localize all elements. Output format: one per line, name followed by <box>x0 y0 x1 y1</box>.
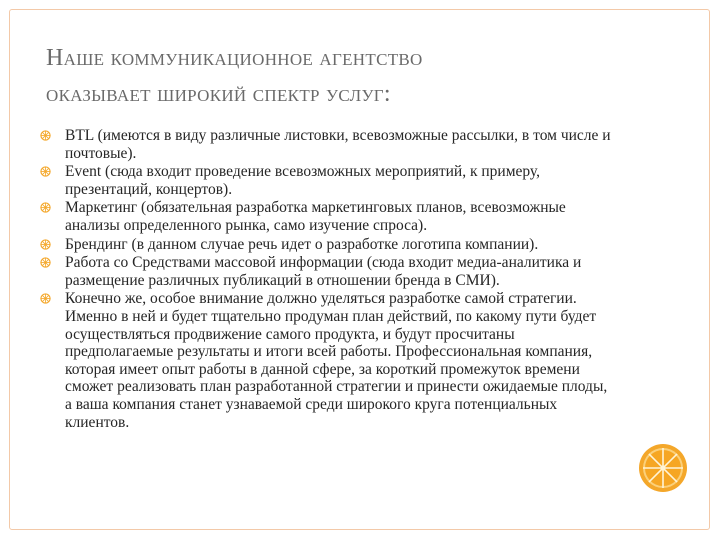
bullet-item <box>40 236 615 254</box>
bullet-text: Event (сюда входит проведение всевозможных мероприятий, к примеру, презентаций, концертов). <box>65 163 541 198</box>
orange-slice-icon <box>40 239 51 250</box>
bullet-list <box>40 127 615 432</box>
orange-slice-icon <box>40 130 51 141</box>
orange-slice-icon <box>638 443 688 493</box>
slide-title <box>46 40 666 112</box>
bullet-text: BTL (имеются в виду различные листовки, всевозможные рассылки, в том числе и почтовые). <box>65 127 611 162</box>
bullet-item <box>40 127 615 162</box>
orange-slice-icon <box>40 166 51 177</box>
bullet-item <box>40 163 615 198</box>
bullet-text: Работа со Средствами массовой информации (сюда входит медиа-аналитика и размещение различных публикаций в отношении бренда в СМИ). <box>65 254 582 289</box>
orange-slice-icon <box>40 293 51 304</box>
bullet-text: Брендинг (в данном случае речь идет о разработке логотипа компании). <box>65 235 539 253</box>
bullet-item <box>40 254 615 289</box>
orange-slice-icon <box>40 202 51 213</box>
bullet-text: Конечно же, особое внимание должно уделяться разработке самой стратегии. Именно в ней и будет тщательно продуман план действий, по какому пути будет осуществляться продвижение самого продукта, и будут просчитаны предполагаемые результаты и итоги всей работы. Профессиональная компания, которая имеет опыт работы в данной сфере, за короткий промежуток времени сможет реализовать план разработанной стратегии и принести ожидаемые плоды, а ваша компания станет узнаваемой среди широкого круга потенциальных клиентов. <box>65 290 608 431</box>
orange-slice-icon <box>40 257 51 268</box>
bullet-item <box>40 290 615 431</box>
slide-title-line-2: оказывает широкий спектр услуг: <box>46 81 391 107</box>
bullet-text: Маркетинг (обязательная разработка маркетинговых планов, всевозможные анализы определенного рынка, само изучение спроса). <box>65 199 566 234</box>
bullet-item <box>40 199 615 234</box>
slide-title-line-1: Наше коммуникационное агентство <box>46 45 423 71</box>
